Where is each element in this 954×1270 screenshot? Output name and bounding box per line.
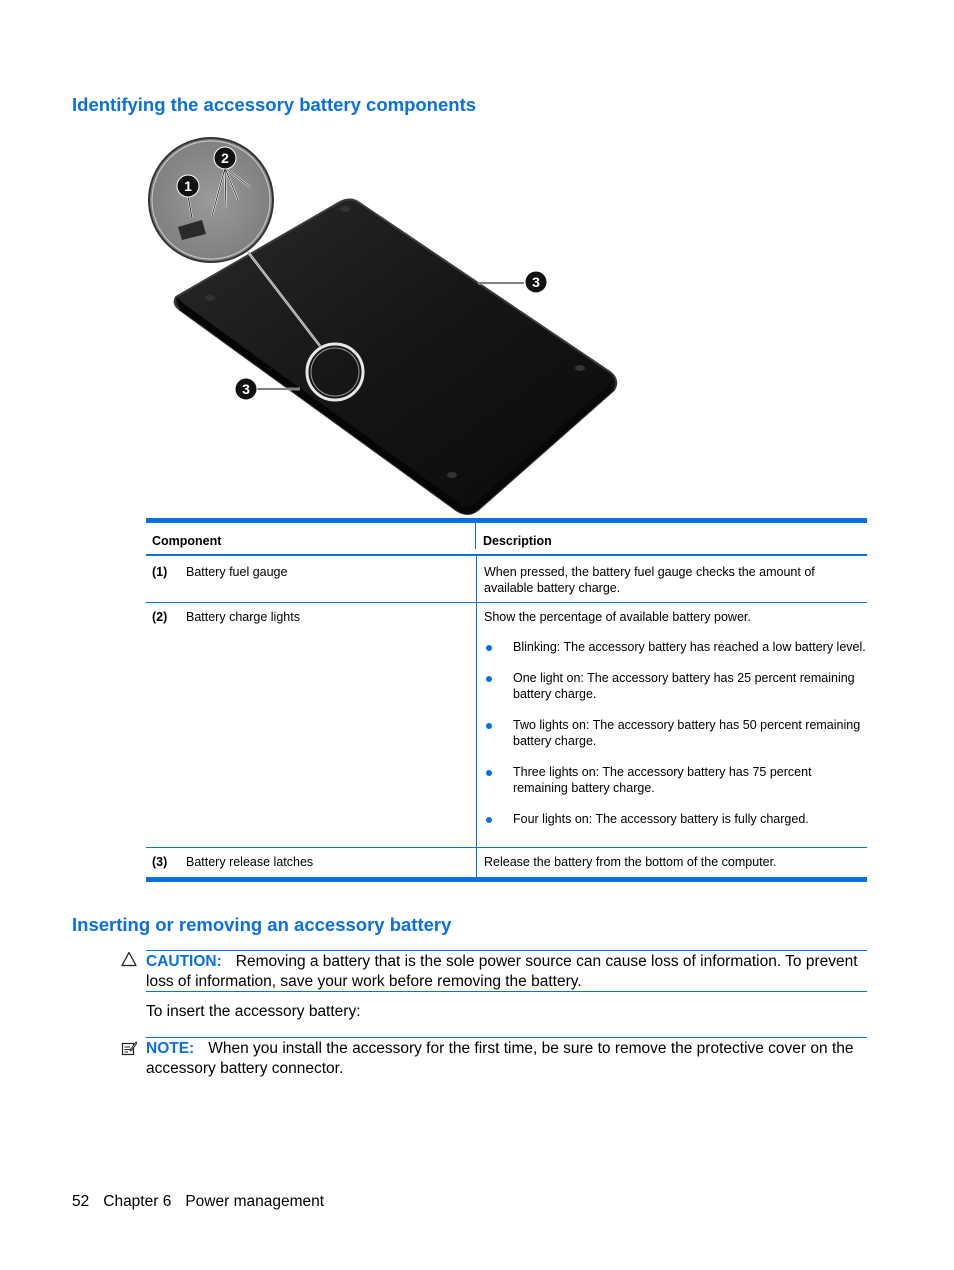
table-row: [146, 848, 867, 877]
table-row: [146, 603, 867, 847]
caution-label: CAUTION:: [146, 953, 222, 970]
zoom-circle: [149, 138, 273, 262]
table-row: [146, 556, 867, 602]
callout-3-left-label: 3: [242, 381, 250, 397]
section-heading-identifying: Identifying the accessory battery components: [72, 94, 477, 115]
footer-chapter: Chapter 6: [103, 1193, 172, 1210]
caution-text: Removing a battery that is the sole power source can cause loss of information. To prevent loss of information, save your work before removing the battery.: [146, 953, 858, 990]
callout-2-label: 2: [221, 150, 229, 166]
row-description: Release the battery from the bottom of the computer.: [484, 855, 777, 869]
note-notice: [146, 1037, 867, 1078]
row-number: (3): [152, 855, 168, 869]
row-description: Show the percentage of available battery power.: [484, 610, 751, 624]
list-item: Four lights on: The accessory battery is fully charged.: [484, 811, 867, 827]
list-item: Three lights on: The accessory battery has 75 percent remaining battery charge.: [484, 764, 867, 796]
bullet-icon: [486, 770, 492, 776]
header-component: Component: [146, 523, 476, 549]
bullet-icon: [486, 645, 492, 651]
bullet-icon: [486, 723, 492, 729]
row-component: Battery release latches: [186, 855, 314, 869]
page-footer: [72, 1193, 338, 1211]
note-icon: [121, 1040, 137, 1056]
footer-title: Power management: [185, 1193, 325, 1210]
list-item: Blinking: The accessory battery has reached a low battery level.: [484, 639, 867, 655]
caution-notice: [146, 950, 867, 992]
row-component: Battery charge lights: [186, 610, 300, 624]
table-header-row: [146, 523, 867, 554]
section-heading-inserting: Inserting or removing an accessory battery: [72, 914, 452, 935]
page-number: 52: [72, 1193, 90, 1210]
table-bottom-rule: [146, 877, 867, 882]
list-item: Two lights on: The accessory battery has 50 percent remaining battery charge.: [484, 717, 867, 749]
note-label: NOTE:: [146, 1040, 195, 1057]
charge-lights-list: [484, 639, 867, 827]
row-number: (1): [152, 565, 168, 579]
note-text: When you install the accessory for the first time, be sure to remove the protective cover on the accessory battery connector.: [146, 1040, 854, 1077]
list-item: One light on: The accessory battery has 25 percent remaining battery charge.: [484, 670, 867, 702]
row-description: When pressed, the battery fuel gauge checks the amount of available battery charge.: [484, 565, 815, 595]
row-component: Battery fuel gauge: [186, 565, 288, 579]
header-description: Description: [483, 534, 552, 548]
components-table: [146, 518, 867, 882]
battery-illustration: [140, 132, 640, 517]
callout-3-right-label: 3: [532, 274, 540, 290]
callout-1-label: 1: [184, 178, 192, 194]
bullet-icon: [486, 676, 492, 682]
caution-icon: [121, 951, 137, 967]
bullet-icon: [486, 817, 492, 823]
row-number: (2): [152, 610, 168, 624]
insert-instruction: To insert the accessory battery:: [146, 1003, 361, 1020]
